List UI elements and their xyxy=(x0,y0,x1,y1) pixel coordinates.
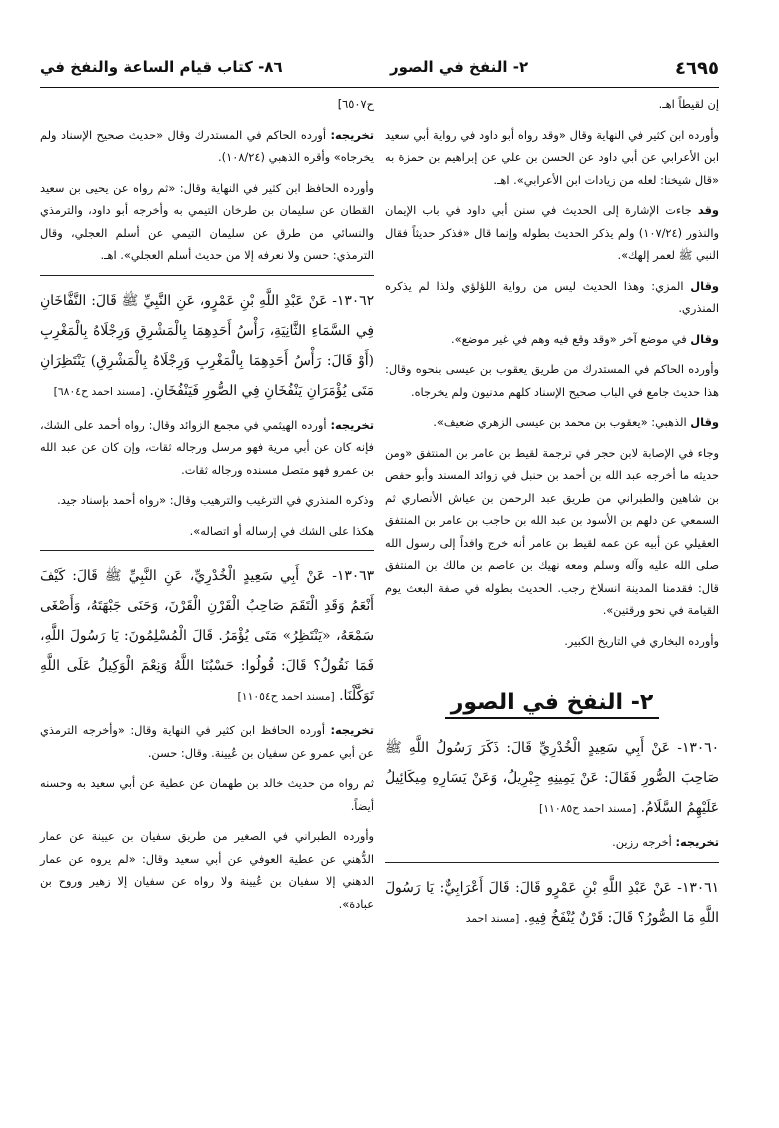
hadith-13062: ١٣٠٦٢- عَنْ عَبْدِ اللَّهِ بْنِ عَمْرٍو، عَنِ النَّبِيِّ ﷺ قَالَ: النَّفَّاخَانِ فِي السَّمَاءِ الثَّانِيَةِ، رَأْسُ أَحَدِهِمَا بِالْمَشْرِقِ وَرِجْلَاهُ بِالْمَغْرِبِ (أَوْ قَالَ: رَأْسُ أَحَدِهِمَا بِالْمَغْرِبِ وَرِجْلَاهُ بِالْمَشْرِقِ) يَنْتَظِرَانِ مَتَى يُؤْمَرَانِ يَنْفُخَانِ فِي الصُّورِ فَيَنْفُخَانِ. [مسند احمد ح٦٨٠٤] xyxy=(40,292,374,399)
divider xyxy=(385,862,719,863)
paragraph: وقال المزي: وهذا الحديث ليس من رواية اللؤلؤي ولذا لم يذكره المنذري. xyxy=(385,278,719,315)
paragraph: وقال الذهبي: «يعقوب بن محمد بن عيسى الزهري ضعيف». xyxy=(433,415,719,429)
page-header xyxy=(40,58,719,82)
hadith-13063: ١٣٠٦٣- عَنْ أَبِي سَعِيدٍ الْخُدْرِيِّ، عَنِ النَّبِيِّ ﷺ قَالَ: كَيْفَ أَنْعَمُ وَقَدِ الْتَقَمَ صَاحِبُ الْقَرْنِ الْقَرْنَ، وَحَنَى جَبْهَتَهُ، وَأَصْغَى سَمْعَهُ، «يَنْتَظِرُ» مَتَى يُؤْمَرُ. قَالَ الْمُسْلِمُونَ: يَا رَسُولَ اللَّهِ، فَمَا نَقُولُ؟ قَالَ: قُولُوا: حَسْبُنَا اللَّهُ وَنِعْمَ الْوَكِيلُ عَلَى اللَّهِ تَوَكَّلْنَا. [مسند احمد ح١١٠٥٤] xyxy=(40,568,374,704)
takhrij-paragraph: تخريجه: أورده الهيثمي في مجمع الزوائد وقال: رواه أحمد على الشك، فإنه كان عن أبي مرية فهو مرسل ورجاله ثقات، وإن كان عن عبد الله بن عمرو فهو متصل مسنده ورجاله ثقات. xyxy=(40,417,374,477)
paragraph: هكذا على الشك في إرساله أو اتصاله». xyxy=(189,523,374,538)
takhrij-label: تخريجه: xyxy=(330,127,374,142)
running-book-title: ٨٦- كتاب قيام الساعة والنفخ في xyxy=(40,58,283,76)
right-column xyxy=(385,93,719,941)
lead-word: وقد xyxy=(697,203,719,217)
takhrij-label: تخريجه: xyxy=(330,723,374,737)
page-number: ٤٦٩٥ xyxy=(675,58,719,79)
paragraph: وذكره المنذري في الترغيب والترهيب وقال: «رواه أحمد بإسناد جيد. xyxy=(57,493,374,507)
header-rule xyxy=(40,87,719,88)
running-section-title: ٢- النفخ في الصور xyxy=(390,58,529,76)
takhrij-label: تخريجه: xyxy=(330,417,374,432)
paragraph: وأورده الطبراني في الصغير من طريق سفيان بن عيينة عن عمار الدُّهني عن عطية العوفي عن أبي سعيد وقال: «لم يروه عن عمار الدهني إلا سفيان بن عُيينة ولا رواه عن سفيان إلا زهير وروح بن عبادة». xyxy=(40,829,374,911)
takhrij-paragraph: تخريجه: أورده الحاكم في المستدرك وقال «حديث صحيح الإسناد ولم يخرجاه» وأقره الذهبي (١٠٨/٢٤). xyxy=(40,127,374,164)
takhrij-paragraph: تخريجه: أورده الحافظ ابن كثير في النهاية وقال: «وأخرجه الترمذي عن أبي عمرو عن سفيان بن عُيينة. وقال: حسن. xyxy=(40,723,374,760)
divider xyxy=(40,275,374,276)
hadith-reference: [مسند احمد ح٦٨٠٤] xyxy=(53,384,146,398)
paragraph: وأورده الحافظ ابن كثير في النهاية وقال: «ثم رواه عن يحيى بن سعيد القطان عن سليمان بن طرخان التيمي به وأخرجه أبو داود، والترمذي والنسائي من طرق عن سليمان التيمي عن أسلم العجلي، وقال الترمذي: حسن ولا نعرفه إلا من حديث أسلم العجلي». اهـ. xyxy=(40,180,374,262)
left-column xyxy=(40,93,374,923)
hadith-reference: [مسند احمد ح١١٠٨٥] xyxy=(539,802,637,815)
paragraph: وقد جاءت الإشارة إلى الحديث في سنن أبي داود في باب الإيمان والنذور (١٠٧/٢٤) ولم يذكر الحديث بطوله وإنما قال «فذكر حديثاً فقال النبي ﷺ لعمر إلهك». xyxy=(385,203,719,262)
paragraph: وأورده الحاكم في المستدرك من طريق يعقوب بن عيسى بنحوه وقال: هذا حديث جامع في الباب صحيح الإسناد كلهم مدنيون ولم يخرجاه. xyxy=(385,362,719,399)
divider xyxy=(40,550,374,551)
continued-reference: ح٦٥٠٧] xyxy=(337,97,374,111)
lead-word: وقال xyxy=(690,331,719,346)
lead-word: وقال xyxy=(690,278,719,293)
paragraph: إن لقيطاً اهـ. xyxy=(658,97,719,111)
hadith-reference: [مسند احمد xyxy=(465,911,520,925)
hadith-13061: ١٣٠٦١- عَنْ عَبْدِ اللَّهِ بْنِ عَمْرٍو قَالَ: قَالَ أَعْرَابِيٌّ: يَا رَسُولَ اللَّهِ مَا الصُّورُ؟ قَالَ: قَرْنٌ يُنْفَخُ فِيهِ. [مسند احمد xyxy=(385,879,719,926)
paragraph: وقال في موضع آخر «وقد وقع فيه وهم في غير موضع». xyxy=(451,331,719,346)
lead-word: وقال xyxy=(690,415,719,429)
paragraph: وجاء في الإصابة لابن حجر في ترجمة لقيط بن عامر بن المنتفق «ومن حديثه ما أخرجه عبد الله بن أحمد بن حنبل في زوائد المسند وأبو حفص بن شاهين والطبراني من طريق عبد الرحمن بن عياش الأنصاري ثم السمعي عن دلهم بن الأسود بن عبد الله بن حاجب بن عامر بن المنتفق العقيلي عن أبيه عن عمه لقيط بن عامر أنه خرج وافداً إلى رسول الله صلى الله عليه وآله وسلم ومعه نهيك بن عاصم بن مالك بن المنتفق قال: فقدمنا المدينة انسلاخ رجب. الحديث بطوله في صفة البعث يوم القيامة في نحو ورقتين». xyxy=(385,445,719,617)
takhrij-paragraph: تخريجه: أخرجه رزين. xyxy=(612,835,719,849)
paragraph: وأورده ابن كثير في النهاية وقال «وقد رواه أبو داود في رواية أبي سعيد ابن الأعرابي عن أبي داود عن الحسن بن علي عن إبراهيم بن حمزة به «قال شيخنا: لعله من زيادات ابن الأعرابي». اهـ. xyxy=(385,127,719,187)
paragraph: ثم رواه من حديث خالد بن طهمان عن عطية عن أبي سعيد به وحسنه أيضاً. xyxy=(40,776,374,813)
takhrij-label: تخريجه: xyxy=(675,835,719,849)
hadith-13060: ١٣٠٦٠- عَنْ أَبِي سَعِيدٍ الْخُدْرِيِّ قَالَ: ذَكَرَ رَسُولُ اللَّهِ ﷺ صَاحِبَ الصُّورِ فَقَالَ: عَنْ يَمِينِهِ جِبْرِيلُ، وَعَنْ يَسَارِهِ مِيكَائِيلُ عَلَيْهِمُ السَّلَامُ. [مسند احمد ح١١٠٨٥] xyxy=(385,740,719,816)
hadith-reference: [مسند احمد ح١١٠٥٤] xyxy=(237,690,335,703)
paragraph: وأورده البخاري في التاريخ الكبير. xyxy=(564,633,719,648)
section-heading: ٢- النفخ في الصور xyxy=(385,690,719,715)
